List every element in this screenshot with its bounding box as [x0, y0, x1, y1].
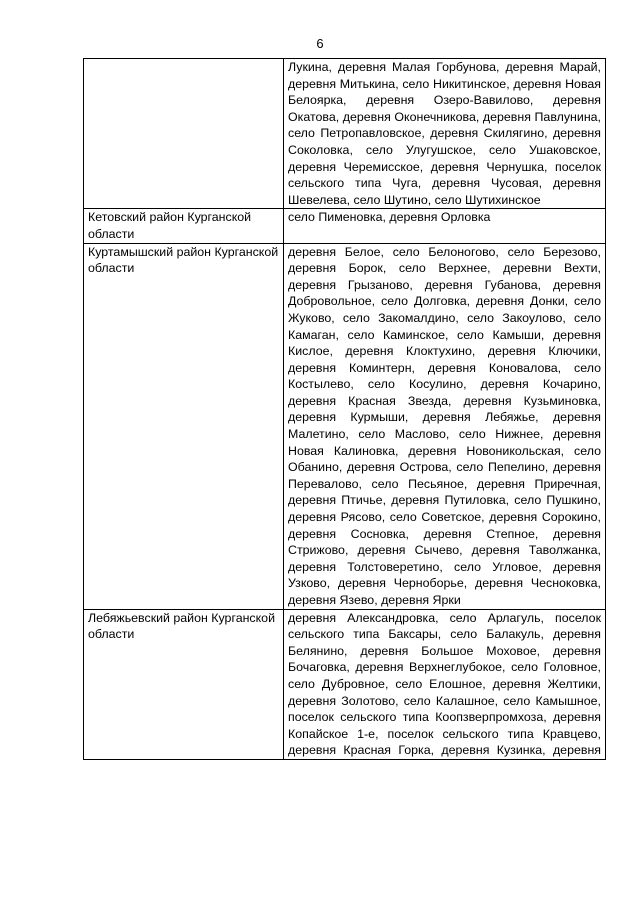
page-number: 6: [316, 36, 324, 51]
district-cell: [84, 59, 284, 209]
settlements-cell: деревня Александровка, село Арлагуль, поселок сельского типа Баксары, село Балакуль, деревня Белянино, деревня Большое Моховое, деревня Бочаговка, деревня Верхнеглубокое, село Головное, село Дубровное, село Елошное, деревня Желтики, деревня Золотово, село Калашное, село Камышное, поселок сельского типа Коопзверпромхоза, деревня Копайское 1-е, поселок сельского типа Кравцево, деревня Красная Горка, деревня Кузинка, деревня: [284, 609, 606, 759]
table-row: [84, 243, 606, 609]
table-row: [84, 209, 606, 243]
settlements-cell: деревня Белое, село Белоногово, село Березово, деревня Борок, село Верхнее, деревни Вехти, деревня Грызаново, деревня Губанова, деревня Добровольное, село Долговка, деревня Донки, село Жуково, село Закомалдино, село Закоулово, село Камаган, село Каминское, село Камыши, деревня Кислое, деревня Клоктухино, деревня Ключики, деревня Коминтерн, деревня Коновалова, село Костылево, село Косулино, деревня Кочарино, деревня Красная Звезда, деревня Кузьминовка, деревня Курмыши, деревня Лебяжье, деревня Малетино, село Маслово, село Нижнее, деревня Новая Калиновка, деревня Новоникольская, село Обанино, деревня Острова, село Пепелино, деревня Перевалово, село Песьяное, деревня Приречная, деревня Птичье, деревня Путиловка, село Пушкино, деревня Рясово, село Советское, деревня Сорокино, деревня Сосновка, деревня Степное, деревня Стрижово, деревня Сычево, деревня Таволжанка, деревня Толстоверетино, село Угловое, деревня Узково, деревня Черноборье, деревня Чесноковка, деревня Язево, деревня Ярки: [284, 243, 606, 609]
table-row: [84, 609, 606, 759]
settlements-cell: село Пименовка, деревня Орловка: [284, 209, 606, 243]
settlements-table: [83, 58, 606, 760]
district-cell: Кетовский район Курганской области: [84, 209, 284, 243]
district-cell: Куртамышский район Курганской области: [84, 243, 284, 609]
table-row: [84, 59, 606, 209]
district-cell: Лебяжьевский район Курганской области: [84, 609, 284, 759]
settlements-cell: Лукина, деревня Малая Горбунова, деревня Марай, деревня Митькина, село Никитинское, деревня Новая Белоярка, деревня Озеро-Вавилово, деревня Окатова, деревня Оконечникова, деревня Павлунина, село Петропавловское, деревня Скилягино, деревня Соколовка, село Улугушское, село Ушаковское, деревня Черемисское, деревня Чернушка, поселок сельского типа Чуга, деревня Чусовая, деревня Шевелева, село Шутино, село Шутихинское: [284, 59, 606, 209]
